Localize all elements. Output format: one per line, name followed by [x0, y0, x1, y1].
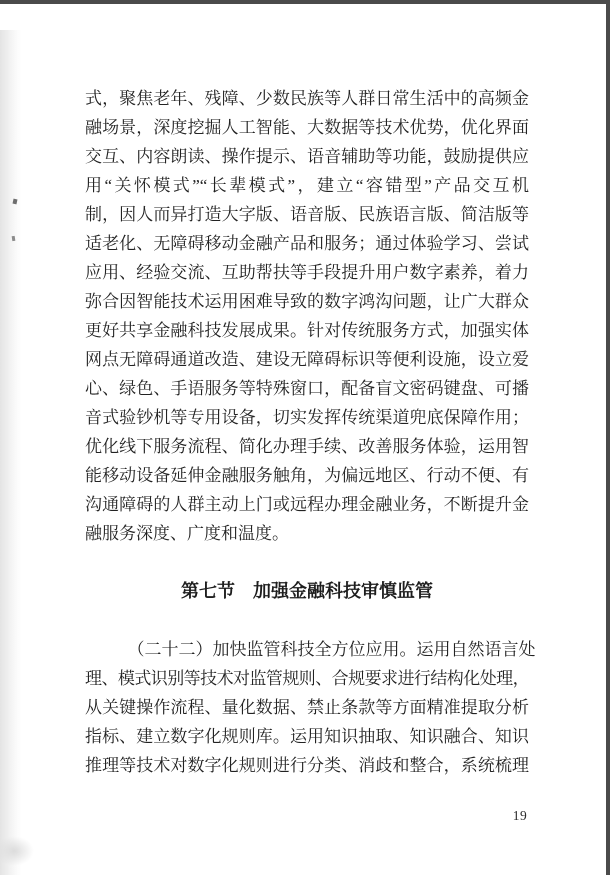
- text-line: 沟通障碍的人群主动上门或远程办理金融业务，不断提升金: [85, 495, 529, 514]
- text-line: 网点无障碍通道改造、建设无障碍标识等便利设施，设立爱: [85, 350, 529, 369]
- text-line: 指标、建立数字化规则库。运用知识抽取、知识融合、知识: [85, 727, 529, 746]
- scan-edge-top: [0, 0, 610, 4]
- text-line: 融服务深度、广度和温度。: [85, 524, 289, 543]
- section-heading: 第七节 加强金融科技审慎监管: [181, 581, 433, 601]
- scan-left-shading: [0, 30, 22, 875]
- scan-speck: [12, 236, 16, 241]
- text-line: 融场景，深度挖掘人工智能、大数据等技术优势，优化界面: [85, 118, 529, 137]
- text-line: 制，因人而异打造大字版、语音版、民族语言版、简洁版等: [85, 205, 529, 224]
- text-line: 能移动设备延伸金融服务触角，为偏远地区、行动不便、有: [85, 466, 529, 485]
- text-line: 理、模式识别等技术对监管规则、合规要求进行结构化处理，: [85, 669, 529, 688]
- text-line: 从关键操作流程、量化数据、禁止条款等方面精准提取分析: [85, 698, 529, 717]
- body-text-block: [85, 84, 536, 780]
- text-line: 用“关怀模式”“长辈模式”，建立“容错型”产品交互机: [85, 176, 529, 195]
- scan-edge-right: [606, 0, 610, 875]
- text-line: 更好共享金融科技发展成果。针对传统服务方式，加强实体: [85, 321, 529, 340]
- scan-smudge: [0, 836, 34, 866]
- text-line: 音式验钞机等专用设备，切实发挥传统渠道兜底保障作用；: [85, 408, 529, 427]
- text-line: 弥合因智能技术运用困难导致的数字鸿沟问题，让广大群众: [85, 292, 529, 311]
- text-line: 推理等技术对数字化规则进行分类、消歧和整合，系统梳理: [85, 756, 529, 775]
- text-line: 式，聚焦老年、残障、少数民族等人群日常生活中的高频金: [85, 89, 529, 108]
- text-line: 交互、内容朗读、操作提示、语音辅助等功能，鼓励提供应: [85, 147, 529, 166]
- text-line: （二十二）加快监管科技全方位应用。运用自然语言处: [127, 640, 536, 659]
- text-line: 应用、经验交流、互助帮扶等手段提升用户数字素养，着力: [85, 263, 529, 282]
- text-line: 心、绿色、手语服务等特殊窗口，配备盲文密码键盘、可播: [85, 379, 529, 398]
- text-line: 优化线下服务流程、简化办理手续、改善服务体验，运用智: [85, 437, 529, 456]
- page-number: 19: [512, 808, 528, 823]
- text-line: 适老化、无障碍移动金融产品和服务；通过体验学习、尝试: [85, 234, 529, 253]
